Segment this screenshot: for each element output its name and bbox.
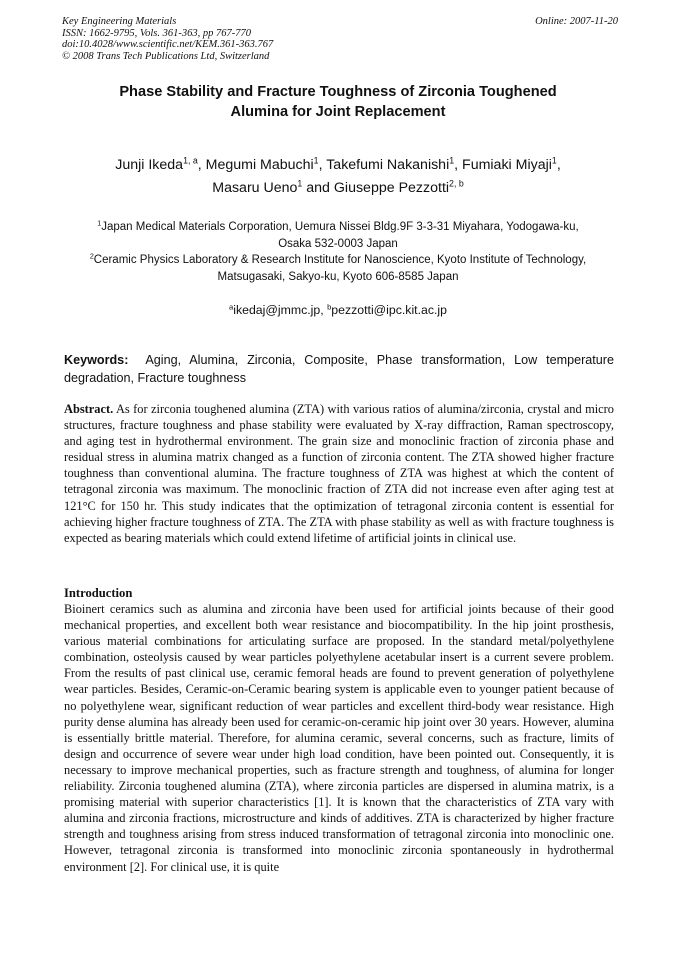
introduction-heading: Introduction [64, 586, 133, 600]
journal-header [62, 16, 618, 62]
email-b: pezzotti@ipc.kit.ac.jp [331, 303, 447, 317]
author: Masaru Ueno$^1$ [212, 178, 303, 196]
keywords-label: Keywords: [64, 353, 129, 367]
affiliations: $^1$Japan Medical Materials Corporation, Uemura Nissei Bldg.9F 3-3-31 Miyahara, Yodogawa-ku, Osaka 532-0003 Japan $^2$Ceramic Physics Laboratory & Research Institute for Nanoscience, Kyoto Institute of Technology, Matsugasaki, Sakyo-ku, Kyoto 606-8585 Japan [62, 219, 614, 285]
affiliation-1: $^1$Japan Medical Materials Corporation, Uemura Nissei Bldg.9F 3-3-31 Miyahara, Yodogawa-ku, [97, 219, 579, 233]
author: Megumi Mabuchi$^1$ [205, 155, 319, 173]
abstract-text: As for zirconia toughened alumina (ZTA) with various ratios of alumina/zirconia, crystal and micro structures, fracture toughness and phase stability were evaluated by X-ray diffraction, Raman spectroscopy, and aging test in hydrothermal environment. The grain size and monoclinic fraction of zirconia phase and residual stress in alumina matrix changed as a function of zirconia content. The ZTA showed higher fracture toughness than conventional alumina. The fracture toughness of ZTA was highest at which the content of tetragonal zirconia was maximum. The monoclinic fraction of ZTA did not increase even after aging test at 121°C for 150 hr. This study indicates that the optimization of tetragonal zirconia content is essential for achieving higher fracture toughness of ZTA. The ZTA with phase stability as well as with fracture toughness is expected as bearing materials which could extend lifetime of artificial joints in clinical use. [64, 402, 614, 545]
author-emails: $^a$ikedaj@jmmc.jp, $^b$pezzotti@ipc.kit.ac.jp [229, 302, 447, 317]
author: Junji Ikeda$^{1, a}$ [115, 155, 198, 173]
abstract [64, 401, 614, 546]
issn-line: ISSN: 1662-9795, Vols. 361-363, pp 767-770 [62, 27, 251, 39]
author: Takefumi Nakanishi$^1$ [326, 155, 455, 173]
journal-name: Key Engineering Materials [62, 16, 177, 27]
author: Fumiaki Miyaji$^1$ [462, 155, 557, 173]
title-line-2: Alumina for Joint Replacement [230, 104, 446, 120]
author-list: Junji Ikeda$^{1, a}$, Megumi Mabuchi$^1$, Takefumi Nakanishi$^1$, Fumiaki Miyaji$^1$, Masaru Ueno$^1$ and Giuseppe Pezzotti$^{2, b}$ [115, 155, 561, 196]
online-date: Online: 2007-11-20 [535, 16, 618, 27]
doi-line: doi:10.4028/www.scientific.net/KEM.361-363.767 [62, 39, 274, 51]
title-line-1: Phase Stability and Fracture Toughness of Zirconia Toughened [119, 84, 557, 100]
paper-title [62, 82, 614, 122]
keywords [64, 351, 614, 387]
introduction-text: Bioinert ceramics such as alumina and zirconia have been used for artificial joints because of their good mechanical properties, and excellent both wear resistance and biocompatibility. In the hip joint prosthesis, various material combinations for articulating surface are proposed. In the standard metal/polyethylene combination, osteolysis caused by wear particles polyethylene acetabular insert is a current severe problem. From the results of past clinical use, ceramic femoral heads are found to prevent generation of polyethylene wear particles. Besides, Ceramic-on-Ceramic bearing system is applicable even to younger patient because of no polyethylene wear, significant reduction of wear particles and excellent third-body wear resistance. High purity dense alumina has already been used for ceramic-on-ceramic hip joint over 30 years. However, alumina is essentially brittle material. Therefore, for alumina ceramic, several concerns, such as fracture, limits of design and occurrence of severe wear under high load condition, have been pointed out. Consequently, it is necessary to improve mechanical properties, such as fracture strength and toughness, of alumina for longer reliability. Zirconia toughened alumina (ZTA), where zirconia particles are dispersed in alumina matrix, is a promising material with superior characteristics [1]. It is known that the characteristics of ZTA vary with alumina and zirconia fractions, microstructure and kinds of additives. ZTA is characterized by higher fracture strength and toughness arising from stress induced transformation of tetragonal zirconia into monoclinic one. However, tetragonal zirconia is transformed into monoclinic zirconia spontaneously in hydrothermal environment [2]. For clinical use, it is quite [64, 602, 614, 874]
affiliation-2: $^2$Ceramic Physics Laboratory & Research Institute for Nanoscience, Kyoto Institute of Technology, [89, 252, 587, 267]
email-a: ikedaj@jmmc.jp, [233, 303, 324, 317]
author: Giuseppe Pezzotti$^{2, b}$ [333, 178, 464, 196]
keywords-text: Aging, Alumina, Zirconia, Composite, Phase transformation, Low temperature degradation, Fracture toughness [64, 353, 614, 385]
abstract-label: Abstract. [64, 402, 114, 416]
copyright-line: © 2008 Trans Tech Publications Ltd, Switzerland [62, 50, 270, 62]
